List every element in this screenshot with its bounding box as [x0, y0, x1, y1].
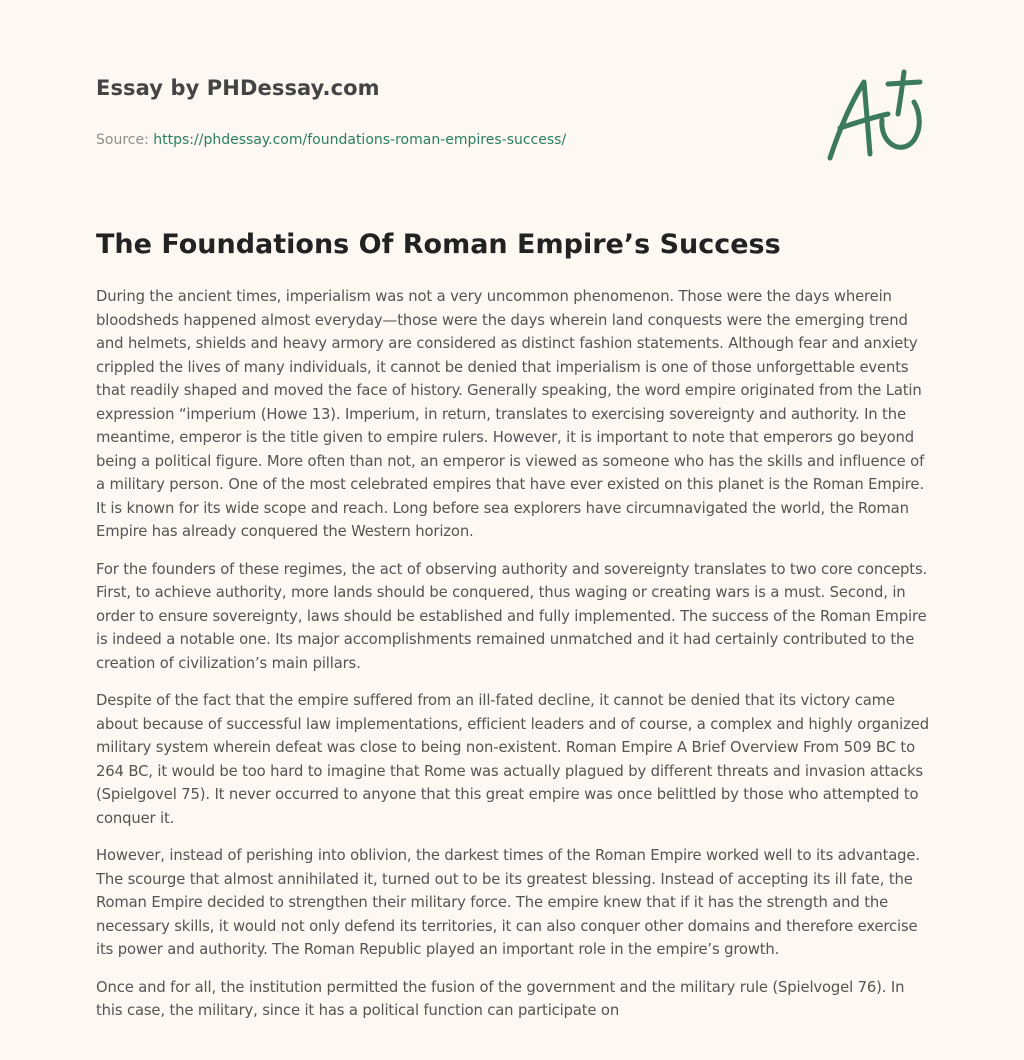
source-line [96, 132, 796, 148]
source-label: Source: [96, 132, 149, 148]
paragraph: However, instead of perishing into oblivion, the darkest times of the Roman Empire worked well to its advantage. The scourge that almost annihilated it, turned out to be its greatest blessing. Instead of accepting its ill fate, the Roman Empire decided to strengthen their military force. The empire knew that if it has the strength and the necessary skills, it would not only defend its territories, it can also conquer other domains and therefore exercise its power and authority. The Roman Republic played an important role in the empire’s growth. [96, 847, 920, 958]
paragraph: Despite of the fact that the empire suffered from an ill-fated decline, it cannot be denied that its victory came about because of successful law implementations, efficient leaders and of course, a complex and highly organized military system wherein defeat was close to being non-existent. Roman Empire A Brief Overview From 509 BC to 264 BC, it would be too hard to imagine that Rome was actually plagued by different threats and invasion attacks (Spielgovel 75). It never occurred to anyone that this great empire was once belittled by those who attempted to conquer it. [96, 692, 929, 827]
source-link[interactable]: https://phdessay.com/foundations-roman-empires-success/ [153, 132, 567, 148]
brand-name: Essay by PHDessay.com [96, 76, 380, 100]
paragraph: During the ancient times, imperialism was not a very uncommon phenomenon. Those were the days wherein bloodsheds happened almost everyday—those were the days wherein land conquests were the emerging trend and helmets, shields and heavy armory are considered as distinct fashion statements. Although fear and anxiety crippled the lives of many individuals, it cannot be denied that imperialism is one of those unforgettable events that readily shaped and moved the face of history. Generally speaking, the word empire originated from the Latin expression “imperium (Howe 13). Imperium, in return, translates to exercising sovereignty and authority. In the meantime, emperor is the title given to empire rulers. However, it is important to note that emperors go beyond being a political figure. More often than not, an emperor is viewed as someone who has the skills and influence of a military person. One of the most celebrated empires that have ever existed on this planet is the Roman Empire. It is known for its wide scope and reach. Long before sea explorers have circumnavigated the world, the Roman Empire has already conquered the Western horizon. [96, 288, 925, 540]
a-plus-grade-icon [822, 68, 926, 164]
paragraph: For the founders of these regimes, the act of observing authority and sovereignty translates to two core concepts. First, to achieve authority, more lands should be conquered, thus waging or creating wars is a must. Second, in order to ensure sovereignty, laws should be established and fully implemented. The success of the Roman Empire is indeed a notable one. Its major accomplishments remained unmatched and it had certainly contributed to the creation of civilization’s main pillars. [96, 560, 928, 672]
essay-title: The Foundations Of Roman Empire’s Success [96, 229, 781, 260]
essay-body [96, 285, 934, 1037]
paragraph: Once and for all, the institution permitted the fusion of the government and the military rule (Spielvogel 76). In this case, the military, since it has a political function can participate on [96, 978, 905, 1019]
essay-header [96, 76, 796, 148]
